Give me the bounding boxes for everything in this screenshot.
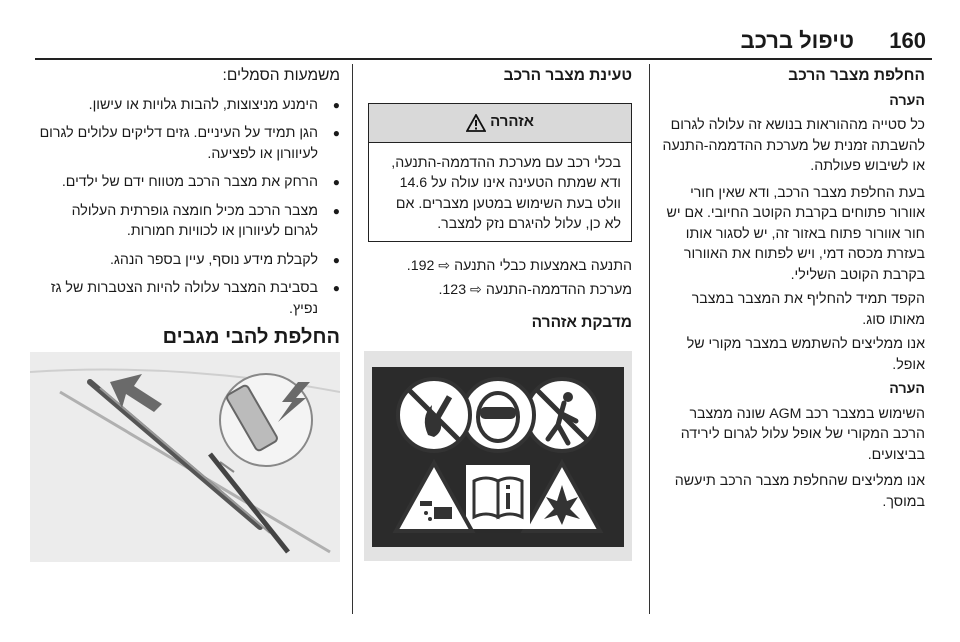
column-symbols-meaning: [34, 66, 340, 562]
wiper-blade-illustration: [30, 352, 340, 562]
paragraph: אנו ממליצים להשתמש במצבר מקורי של אופל.: [686, 336, 925, 373]
note-title: הערה: [889, 381, 925, 397]
eye-protection-icon: [462, 379, 534, 451]
no-fire-icon: [398, 379, 470, 451]
heading-charge-battery: טעינת מצבר הרכב: [503, 67, 632, 84]
symbol-list: [34, 95, 340, 320]
column-divider: [649, 64, 650, 614]
list-item: ● הגן תמיד על העיניים. גזים דליקים עלולים לגרום לעיוורון או לפציעה.: [34, 123, 340, 164]
page-number: 160: [889, 28, 926, 53]
no-children-icon: [526, 379, 598, 451]
subheading-warning-label: מדבקת אזהרה: [531, 313, 632, 331]
paragraph: מערכת ההדממה-התנעה ⇨ 123.: [438, 282, 632, 298]
warning-triangle-icon: [466, 114, 486, 132]
note-title: הערה: [889, 92, 925, 109]
warning-text: בכלי רכב עם מערכת ההדממה-התנעה, ודא שמתח הטעינה אינו עולה על 14.6 וולט בעת השימוש במטען מצברים. אם לא כן, עלול להיגרם נזק למצבר.: [391, 154, 621, 232]
warning-title: אזהרה: [490, 113, 534, 131]
column-charge-battery: [368, 66, 632, 561]
note-text: השימוש במצבר רכב AGM שונה ממצבר הרכב המקורי של אופל עלול לגרום לירידה בביצועים.: [680, 405, 925, 463]
heading-symbols-meaning: משמעות הסמלים:: [222, 67, 340, 84]
warning-title-bar: [369, 104, 631, 143]
note-text: כל סטייה מההוראות בנושא זה עלולה לגרום להשבתה זמנית של מערכת ההדממה-התנעה או לשיבוש פעולתה.: [662, 117, 925, 174]
paragraph: הקפד תמיד להחליף את המצבר במצבר מאותו סוג.: [691, 291, 925, 328]
warning-box: [368, 103, 632, 242]
read-manual-icon: [466, 465, 530, 529]
list-item: ● בסביבת המצבר עלולה להיות הצטברות של גז נפיץ.: [34, 278, 340, 319]
column-replace-battery: [662, 66, 925, 516]
list-item: ● הימנע מניצוצות, להבות גלויות או עישון.: [34, 95, 340, 116]
paragraph: התנעה באמצעות כבלי התנעה ⇨ 192.: [406, 257, 632, 274]
list-item: ● לקבלת מידע נוסף, עיין בספר הנהג.: [34, 250, 340, 271]
paragraph: אנו ממליצים שהחלפת מצבר הרכב תיעשה במוסך.: [674, 473, 925, 510]
list-item: ● מצבר הרכב מכיל חומצה גופרתית העלולה לגרום לעיוורון או לכוויות חמורות.: [34, 201, 340, 242]
battery-warning-label-image: [364, 351, 632, 561]
header-rule: [35, 58, 932, 60]
paragraph: בעת החלפת מצבר הרכב, ודא שאין חורי אוורור פתוחים בקרבת הקוטב החיובי. אם יש חור אוורור פתוח באזור זה, יש לסגור אותו בעזרת מכסה דמי, ויש לפתוח את האוורור בקרבת הקוטב השלילי.: [666, 184, 925, 283]
heading-replace-wiper-blades: החלפת להבי מגבים: [162, 326, 340, 348]
page-header: [0, 0, 960, 62]
list-item: ● הרחק את מצבר הרכב מטווח ידם של ילדים.: [34, 172, 340, 193]
column-divider: [352, 64, 353, 614]
heading-replace-battery: החלפת מצבר הרכב: [788, 67, 925, 84]
section-title: טיפול ברכב: [740, 28, 854, 53]
